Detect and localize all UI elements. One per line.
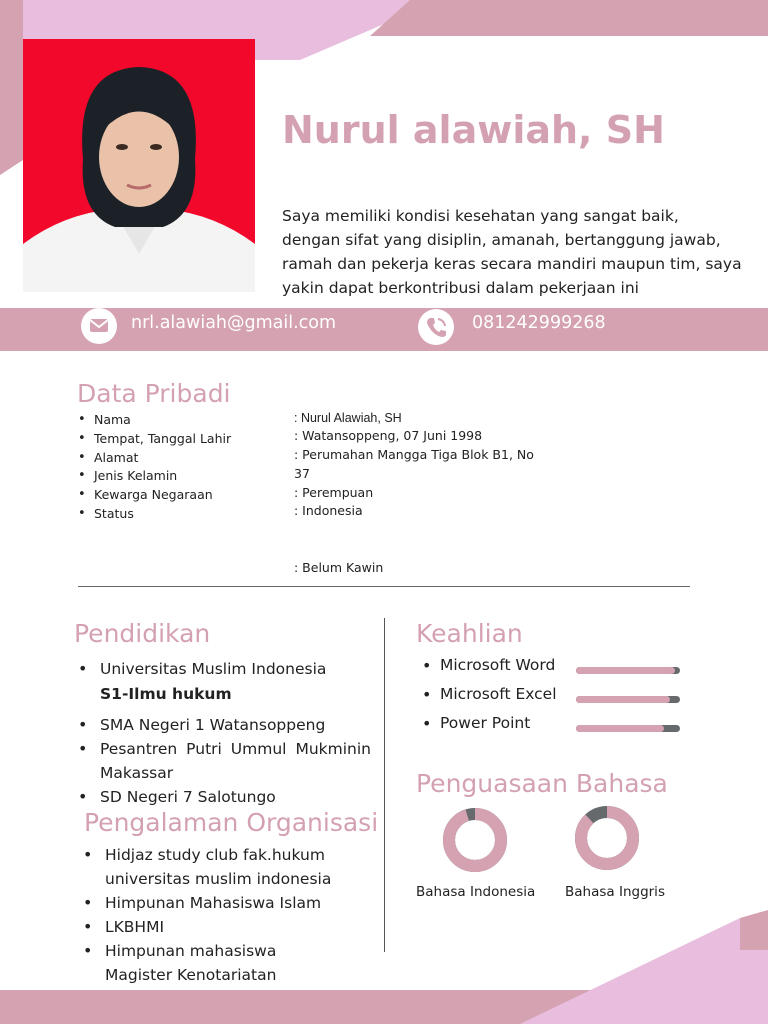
organization-item: • Hidjaz study club fak.hukum universitas muslim indonesia xyxy=(81,843,341,891)
skill-bar-fill xyxy=(576,667,675,674)
education-list-top xyxy=(76,657,376,681)
phone-text[interactable]: 081242999268 xyxy=(472,313,606,333)
column-divider xyxy=(384,618,385,952)
phone-icon xyxy=(418,309,454,345)
label-ttl: • Tempat, Tanggal Lahir xyxy=(78,430,231,449)
bullet: • xyxy=(422,714,432,733)
education-item: • SMA Negeri 1 Watansoppeng xyxy=(76,713,371,737)
organization-item: • LKBHMI xyxy=(81,915,341,939)
skill-bar-fill xyxy=(576,725,664,732)
language-donuts xyxy=(430,800,660,880)
mail-icon xyxy=(81,308,117,344)
bullet: • xyxy=(422,656,432,675)
skill-bar-track xyxy=(576,667,680,674)
section-divider xyxy=(78,586,690,587)
profile-summary: Saya memiliki kondisi kesehatan yang sangat baik, dengan sifat yang disiplin, amanah, bertanggung jawab, ramah dan pekerja keras secara mandiri maupun tim, saya yakin dapat berkontribusi dalam pekerjaan ini xyxy=(282,207,742,297)
donut-level xyxy=(449,814,501,866)
value-nama: : Nurul Alawiah, SH xyxy=(294,411,402,425)
organization-item: • Himpunan mahasiswa Magister Kenotariatan xyxy=(81,939,341,987)
skill-row xyxy=(418,714,688,738)
skill-row xyxy=(418,656,688,680)
bullet: • xyxy=(422,685,432,704)
value-status: : Belum Kawin xyxy=(294,560,384,575)
personal-data-labels xyxy=(78,411,231,524)
label-jenis-kelamin: • Jenis Kelamin xyxy=(78,467,231,486)
bahasa-heading: Penguasaan Bahasa xyxy=(416,769,668,798)
donut-level xyxy=(581,812,633,864)
skill-name: Microsoft Word xyxy=(440,656,556,674)
value-jenis-kelamin: : Perempuan xyxy=(294,485,374,500)
skill-bar-track xyxy=(576,725,680,732)
email-text[interactable]: nrl.alawiah@gmail.com xyxy=(131,313,337,333)
data-pribadi-heading: Data Pribadi xyxy=(77,379,231,408)
pendidikan-heading: Pendidikan xyxy=(74,619,211,648)
degree-label: S1-Ilmu hukum xyxy=(100,685,232,703)
profile-photo xyxy=(23,39,255,292)
language-label-indonesia: Bahasa Indonesia xyxy=(416,884,536,900)
skill-bar-fill xyxy=(576,696,670,703)
value-ttl: : Watansoppeng, 07 Juni 1998 xyxy=(294,428,483,443)
label-status: • Status xyxy=(78,505,231,524)
education-item: • Universitas Muslim Indonesia xyxy=(76,657,376,681)
skill-name: Microsoft Excel xyxy=(440,685,557,703)
organization-list xyxy=(81,843,341,987)
contact-bar xyxy=(0,308,768,351)
label-kewarganegaraan: • Kewarga Negaraan xyxy=(78,486,231,505)
skill-name: Power Point xyxy=(440,714,531,732)
language-label-inggris: Bahasa Inggris xyxy=(565,884,665,900)
value-alamat-cont: 37 xyxy=(294,466,310,481)
candidate-name: Nurul alawiah, SH xyxy=(282,108,665,152)
skill-bar-track xyxy=(576,696,680,703)
organization-item: • Himpunan Mahasiswa Islam xyxy=(81,891,341,915)
value-alamat: : Perumahan Mangga Tiga Blok B1, No xyxy=(294,447,534,462)
value-kewarganegaraan: : Indonesia xyxy=(294,503,363,518)
education-item: • Pesantren Putri Ummul Mukminin Makassar xyxy=(76,737,371,785)
education-item: • SD Negeri 7 Salotungo xyxy=(76,785,371,809)
organisasi-heading: Pengalaman Organisasi xyxy=(84,808,379,837)
label-alamat: • Alamat xyxy=(78,449,231,468)
label-nama: • Nama xyxy=(78,411,231,430)
education-list xyxy=(76,713,371,809)
keahlian-heading: Keahlian xyxy=(416,619,523,648)
skill-row xyxy=(418,685,688,709)
